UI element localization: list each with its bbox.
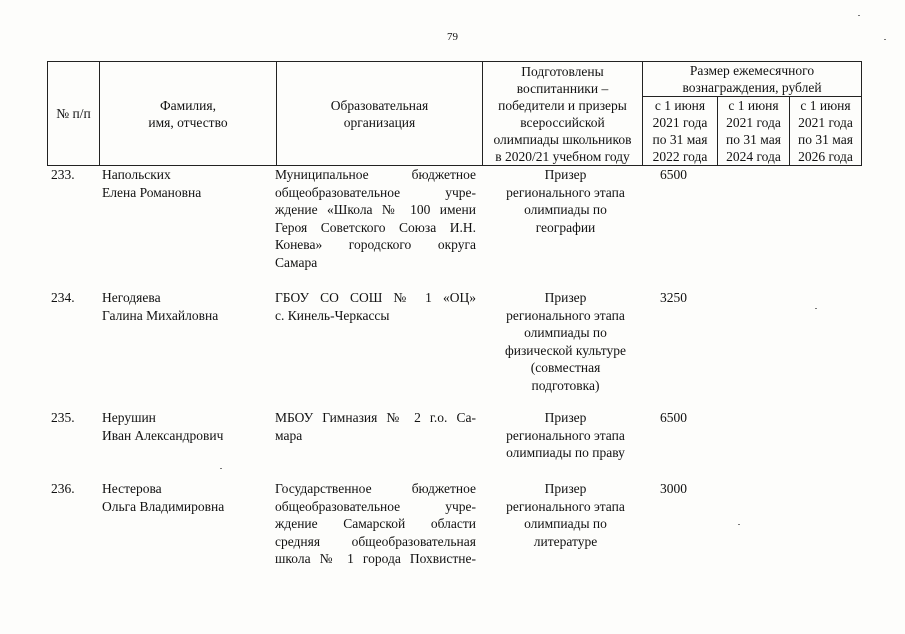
row-number: 233. — [51, 167, 75, 182]
row-number: 234. — [51, 290, 75, 305]
row-organization: МБОУ Гимназия № 2 г.о. Са- мара — [275, 410, 476, 443]
page-number: 79 — [447, 31, 458, 43]
header-organization: Образовательная организация — [277, 62, 483, 166]
header-period-2026: с 1 июня 2021 года по 31 мая 2026 года — [790, 97, 862, 166]
header-achievement: Подготовлены воспитанники – победители и призеры всероссийской олимпиады школьников в 2020/21 учебном году — [483, 62, 643, 166]
scan-speck — [738, 524, 740, 525]
row-number: 236. — [51, 481, 75, 496]
row-achievement: Призер регионального этапа олимпиады по праву — [506, 410, 625, 460]
header-number: № п/п — [48, 62, 100, 166]
row-achievement: Призер регионального этапа олимпиады по физической культуре (совместная подготовка) — [505, 290, 626, 393]
row-amount: 3250 — [660, 290, 687, 305]
row-name: Негодяева Галина Михайловна — [102, 290, 219, 323]
row-name: Нерушин Иван Александрович — [102, 410, 224, 443]
row-organization: Муниципальное бюджетное общеобразовательное учре- ждение «Школа № 100 имени Героя Советского Союза И.Н. Конева» городского округа Самара — [275, 167, 476, 270]
header-period-2022: с 1 июня 2021 года по 31 мая 2022 года — [643, 97, 718, 166]
header-name: Фамилия, имя, отчество — [100, 62, 277, 166]
scan-speck — [815, 308, 817, 309]
row-organization: Государственное бюджетное общеобразовательное учре- ждение Самарской области средняя общеобразовательная школа № 1 города Похвистне- — [275, 481, 476, 566]
row-name: Нестерова Ольга Владимировна — [102, 481, 225, 514]
scan-speck — [220, 468, 222, 469]
row-amount: 3000 — [660, 481, 687, 496]
row-name: Напольских Елена Романовна — [102, 167, 202, 200]
row-amount: 6500 — [660, 410, 687, 425]
header-period-2024: с 1 июня 2021 года по 31 мая 2024 года — [718, 97, 790, 166]
row-amount: 6500 — [660, 167, 687, 182]
table-header — [47, 61, 862, 166]
scan-speck — [884, 39, 886, 40]
row-achievement: Призер регионального этапа олимпиады по географии — [506, 167, 625, 235]
row-achievement: Призер регионального этапа олимпиады по литературе — [506, 481, 625, 549]
row-number: 235. — [51, 410, 75, 425]
scan-speck — [858, 15, 860, 16]
row-organization: ГБОУ СО СОШ № 1 «ОЦ» с. Кинель-Черкассы — [275, 290, 476, 323]
header-payment: Размер ежемесячного вознаграждения, рублей — [643, 62, 862, 97]
